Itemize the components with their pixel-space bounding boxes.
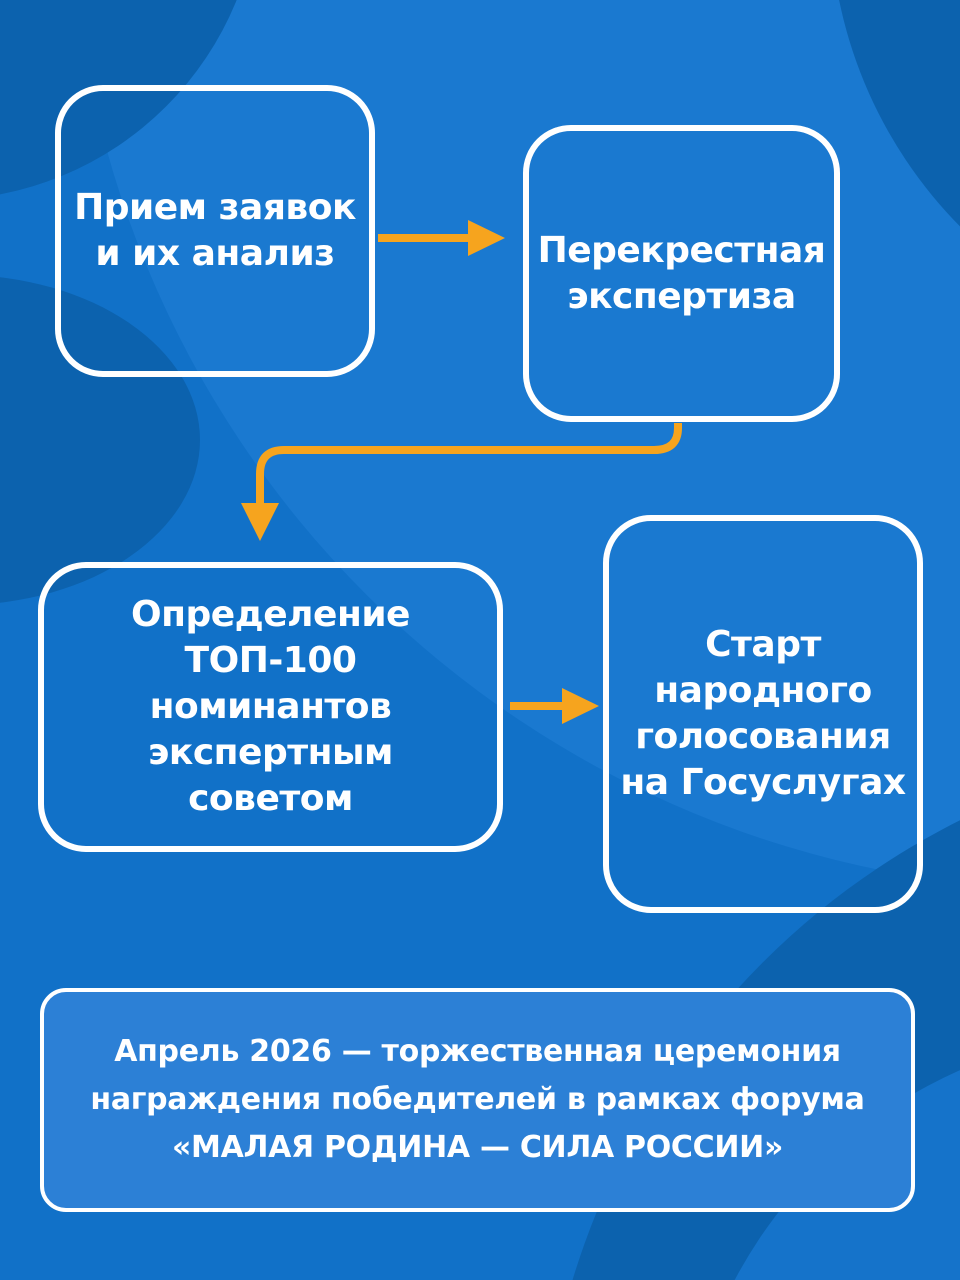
- flow-step-2-line-1: Перекрестная: [537, 229, 826, 271]
- ceremony-banner-line-3: «МАЛАЯ РОДИНА — СИЛА РОССИИ»: [171, 1130, 784, 1165]
- flow-step-4-box: [603, 515, 923, 913]
- flow-step-4-label: [620, 622, 905, 806]
- flow-step-4-line-1: Старт: [705, 624, 821, 665]
- flow-step-4-line-2: народного: [654, 670, 872, 711]
- flow-step-3-line-3: номинантов: [149, 686, 392, 727]
- flow-step-1-label: [74, 185, 356, 277]
- ceremony-banner-line-2: награждения победителей в рамках форума: [90, 1082, 865, 1117]
- flow-step-2-label: [538, 228, 826, 320]
- flow-step-4-line-3: голосования: [635, 716, 891, 757]
- ceremony-banner-line-1: Апрель 2026 — торжественная церемония: [114, 1034, 841, 1069]
- flow-step-4-line-4: на Госуслугах: [620, 762, 906, 803]
- flow-step-3-line-4: экспертным: [148, 732, 393, 773]
- flow-step-3-box: [38, 562, 503, 852]
- flow-step-3-label: [131, 592, 410, 822]
- flow-step-3-line-5: советом: [188, 778, 353, 819]
- flow-step-1-box: [55, 85, 375, 377]
- flow-step-1-line-2: и их анализ: [95, 233, 335, 274]
- ceremony-banner: [40, 988, 915, 1212]
- flow-step-2-line-2: экспертиза: [567, 275, 796, 317]
- flow-step-3-line-1: Определение: [131, 594, 410, 635]
- flow-step-3-line-2: ТОП-100: [184, 640, 357, 681]
- flow-step-2-box: [523, 125, 840, 422]
- flow-step-1-line-1: Прием заявок: [74, 187, 356, 228]
